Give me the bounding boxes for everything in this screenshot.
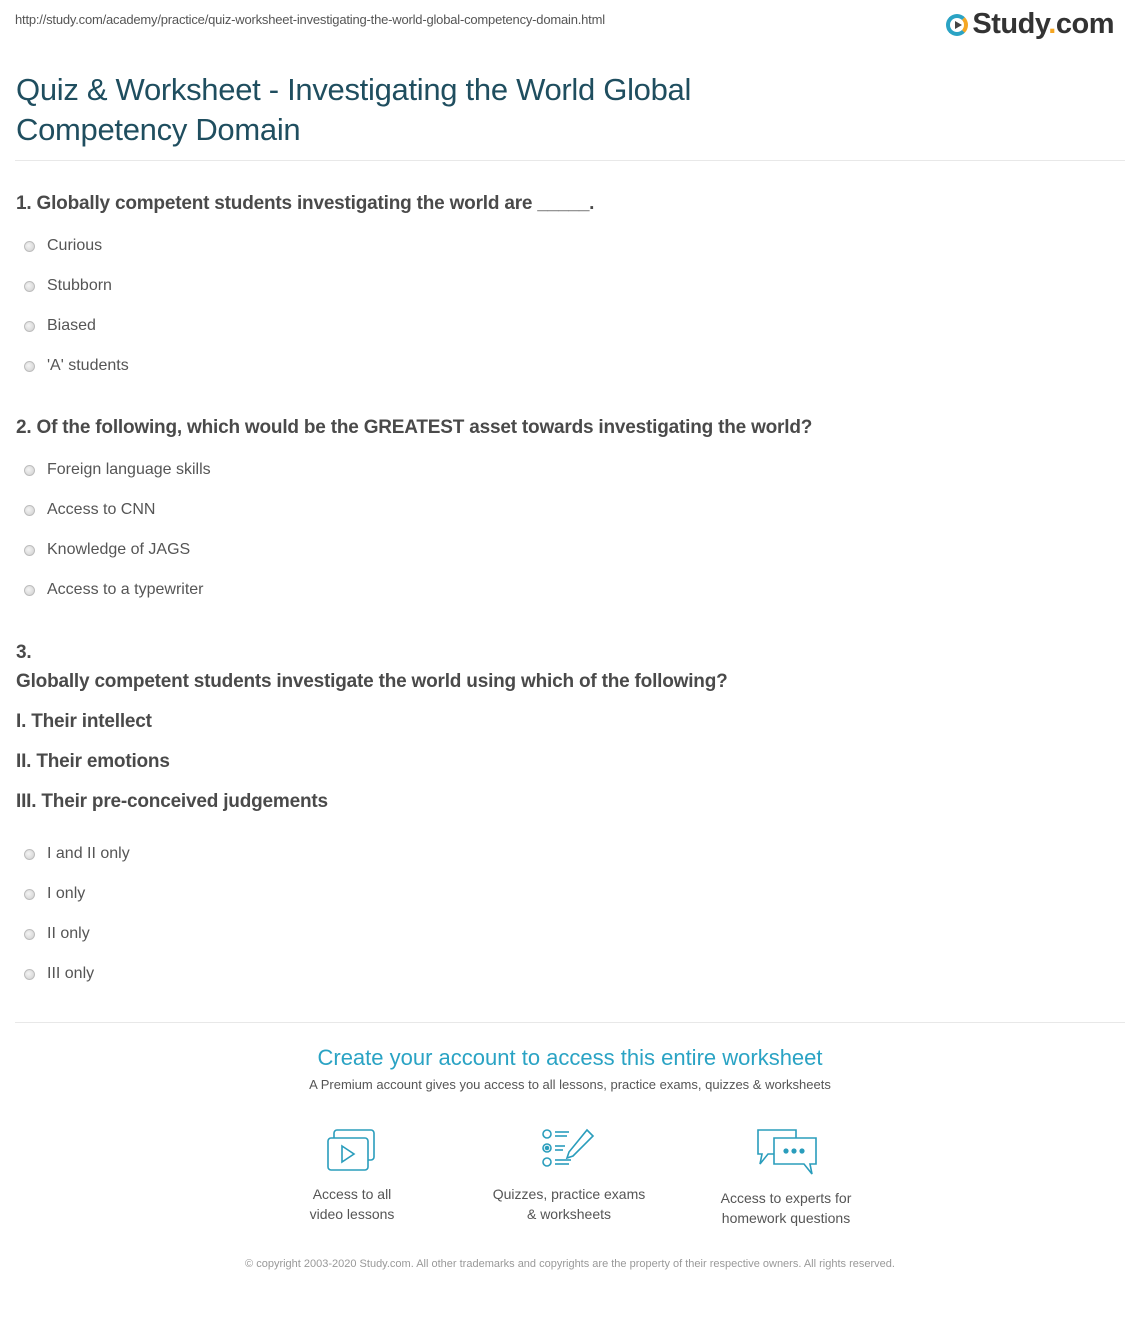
q3-option-3[interactable]: II only: [24, 925, 90, 943]
create-account-link[interactable]: Create your account to access this entire worksheet: [317, 1045, 823, 1070]
study-logo[interactable]: [946, 8, 1114, 41]
radio-button[interactable]: [24, 361, 35, 372]
question-1: 1. Globally competent students investigating the world are _____.: [16, 193, 595, 214]
video-lessons-icon: [326, 1128, 378, 1172]
feature-quizzes: [469, 1128, 669, 1224]
chat-bubbles-icon: [754, 1128, 818, 1176]
question-3-item-3: III. Their pre-conceived judgements: [16, 791, 328, 812]
radio-button[interactable]: [24, 889, 35, 900]
feature-label: Access to experts for homework questions: [720, 1190, 852, 1226]
q2-option-4[interactable]: Access to a typewriter: [24, 581, 204, 599]
question-3-number: 3.: [16, 642, 32, 663]
feature-label: Access to all video lessons: [309, 1186, 395, 1222]
page-url: http://study.com/academy/practice/quiz-worksheet-investigating-the-world-global-competency-domain.html: [15, 12, 605, 27]
radio-button[interactable]: [24, 969, 35, 980]
radio-button[interactable]: [24, 585, 35, 596]
quiz-checklist-icon: [541, 1128, 597, 1172]
q3-option-1[interactable]: I and II only: [24, 845, 130, 863]
q1-option-1[interactable]: Curious: [24, 237, 102, 255]
play-logo-icon: [946, 14, 968, 36]
radio-button[interactable]: [24, 321, 35, 332]
divider: [15, 160, 1125, 161]
cta-subheading: A Premium account gives you access to all lessons, practice exams, quizzes & worksheets: [309, 1077, 831, 1092]
radio-button[interactable]: [24, 241, 35, 252]
page-title: Quiz & Worksheet - Investigating the World Global Competency Domain: [16, 72, 692, 147]
question-3-text: Globally competent students investigate the world using which of the following?: [16, 671, 728, 692]
question-3-item-1: I. Their intellect: [16, 711, 152, 732]
q2-option-3[interactable]: Knowledge of JAGS: [24, 541, 190, 559]
copyright-footer: © copyright 2003-2020 Study.com. All other trademarks and copyrights are the property of their respective owners. All rights reserved.: [245, 1258, 895, 1270]
q1-option-2[interactable]: Stubborn: [24, 277, 112, 295]
feature-experts: [686, 1128, 886, 1228]
radio-button[interactable]: [24, 849, 35, 860]
divider: [15, 1022, 1125, 1023]
feature-video-lessons: [252, 1128, 452, 1224]
radio-button[interactable]: [24, 281, 35, 292]
question-2: 2. Of the following, which would be the GREATEST asset towards investigating the world?: [16, 417, 813, 438]
radio-button[interactable]: [24, 929, 35, 940]
q3-option-2[interactable]: I only: [24, 885, 85, 903]
radio-button[interactable]: [24, 465, 35, 476]
radio-button[interactable]: [24, 505, 35, 516]
logo-text: Study.com: [972, 8, 1114, 40]
q1-option-3[interactable]: Biased: [24, 317, 96, 335]
radio-button[interactable]: [24, 545, 35, 556]
question-3-item-2: II. Their emotions: [16, 751, 170, 772]
feature-label: Quizzes, practice exams & worksheets: [492, 1186, 646, 1222]
q2-option-2[interactable]: Access to CNN: [24, 501, 155, 519]
q1-option-4[interactable]: 'A' students: [24, 357, 129, 375]
q3-option-4[interactable]: III only: [24, 965, 94, 983]
q2-option-1[interactable]: Foreign language skills: [24, 461, 211, 479]
